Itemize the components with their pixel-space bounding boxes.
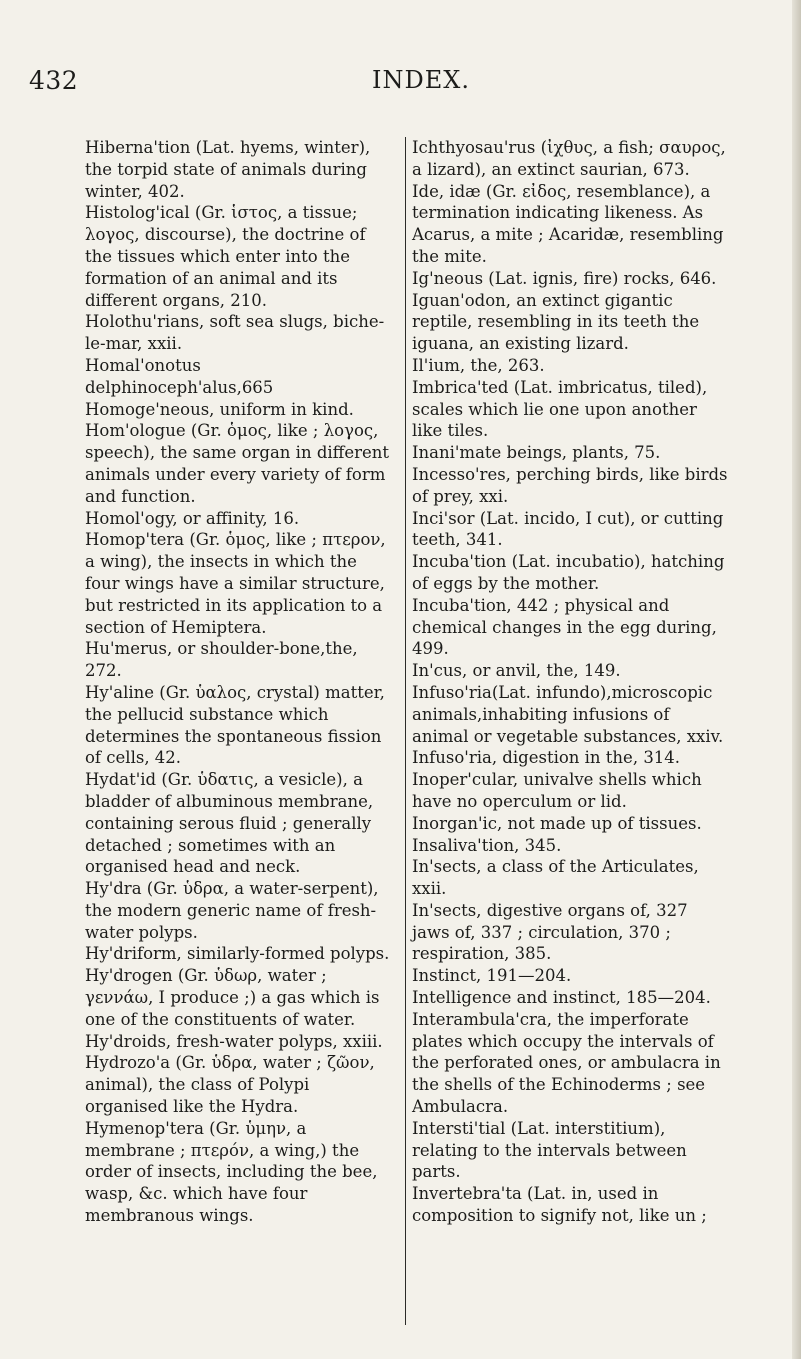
index-entry: Interambula'cra, the imperforate plates which occupy the intervals of the perforated ones, or ambulacra in the shells of the Echinoderms ; see Ambulacra.: [412, 1009, 721, 1117]
index-entry: Hy'dra (Gr. ὑδρα, a water-serpent), the modern generic name of fresh-water polyps.: [85, 879, 379, 942]
index-entry: Hymenop'tera (Gr. ὑμην, a membrane ; πτερόν, a wing,) the order of insects, including the bee, wasp, &c. which have four membranous wings.: [85, 1118, 378, 1226]
index-entry: Inci'sor (Lat. incido, I cut), or cutting teeth, 341.: [412, 508, 724, 550]
column-divider: [405, 137, 406, 1325]
index-entry: Histolog'ical (Gr. ἱστος, a tissue; λογος, discourse), the doctrine of the tissues which enter into the formation of an animal and its different organs, 210.: [85, 203, 366, 310]
index-entry: Hy'driform, similarly-formed polyps.: [85, 944, 390, 964]
index-entry: In'sects, a class of the Articulates, xxii.: [412, 857, 699, 899]
index-entry: Infuso'ria, digestion in the, 314.: [412, 748, 681, 768]
index-entry: Homol'ogy, or affinity, 16.: [85, 508, 300, 528]
index-entry: Hom'ologue (Gr. ὁμος, like ; λογος, speech), the same organ in different animals under every variety of form and function.: [85, 421, 390, 506]
index-entry: Inani'mate beings, plants, 75.: [412, 443, 661, 463]
index-entry: Intelligence and instinct, 185—204.: [412, 988, 711, 1008]
index-entry: In'cus, or anvil, the, 149.: [412, 661, 621, 681]
index-entry: Ig'neous (Lat. ignis, fire) rocks, 646.: [412, 268, 717, 288]
index-entry: Instinct, 191—204.: [412, 966, 572, 986]
index-entry: Invertebra'ta (Lat. in, used in composition to signify not, like un ;: [412, 1184, 707, 1226]
index-entry: Hydrozo'a (Gr. ὑδρα, water ; ζῶον, animal), the class of Polypi organised like the Hydra.: [85, 1053, 375, 1117]
index-entry: Hy'drogen (Gr. ὑδωρ, water ; γεννάω, I produce ;) a gas which is one of the constituents of water.: [85, 966, 380, 1029]
index-entry: In'sects, digestive organs of, 327 jaws of, 337 ; circulation, 370 ; respiration, 385.: [412, 900, 688, 964]
index-entry: Incesso'res, perching birds, like birds of prey, xxi.: [412, 464, 728, 506]
running-head: INDEX.: [372, 66, 470, 94]
index-entry: Iguan'odon, an extinct gigantic reptile, resembling in its teeth the iguana, an existing lizard.: [412, 290, 700, 354]
left-column: [85, 137, 390, 1227]
index-entry: Hy'droids, fresh-water polyps, xxiii.: [85, 1031, 383, 1051]
index-entry: Intersti'tial (Lat. interstitium), relating to the intervals between parts.: [412, 1118, 687, 1182]
index-entry: Inorgan'ic, not made up of tissues.: [412, 813, 702, 833]
index-entry: Homal'onotus delphinoceph'alus,665: [85, 355, 274, 397]
right-column: [412, 137, 730, 1227]
index-entry: Infuso'ria(Lat. infundo),microscopic animals,inhabiting infusions of animal or vegetable substances, xxiv.: [412, 682, 724, 746]
page-number: 432: [29, 66, 79, 95]
index-entry: Hiberna'tion (Lat. hyems, winter), the torpid state of animals during winter, 402.: [85, 138, 371, 201]
index-entry: Homoge'neous, uniform in kind.: [85, 399, 354, 419]
index-entry: Ichthyosau'rus (ἰχθυς, a fish; σαυρος, a lizard), an extinct saurian, 673.: [412, 138, 726, 179]
index-entry: Holothu'rians, soft sea slugs, biche-le-mar, xxii.: [85, 312, 385, 354]
index-entry: Insaliva'tion, 345.: [412, 835, 562, 855]
index-entry: Inoper'cular, univalve shells which have no operculum or lid.: [412, 770, 702, 811]
index-entry: Imbrica'ted (Lat. imbricatus, tiled), scales which lie one upon another like tiles.: [412, 377, 708, 441]
index-entry: Il'ium, the, 263.: [412, 355, 545, 375]
index-entry: Incuba'tion (Lat. incubatio), hatching of eggs by the mother.: [412, 552, 725, 593]
page-edge: [792, 0, 801, 1359]
index-entry: Hu'merus, or shoulder-bone,the, 272.: [85, 639, 358, 681]
index-entry: Incuba'tion, 442 ; physical and chemical changes in the egg during, 499.: [412, 595, 717, 659]
index-entry: Hydat'id (Gr. ὑδατις, a vesicle), a bladder of albuminous membrane, containing serous fluid ; generally detached ; sometimes with an organised head and neck.: [85, 770, 374, 877]
index-entry: Hy'aline (Gr. ὑαλος, crystal) matter, the pellucid substance which determines the spontaneous fission of cells, 42.: [85, 682, 385, 768]
index-entry: Homop'tera (Gr. ὁμος, like ; πτερον, a wing), the insects in which the four wings have a similar structure, but restricted in its application to a section of Hemiptera.: [85, 530, 386, 637]
index-entry: Ide, idæ (Gr. εἰδος, resemblance), a termination indicating likeness. As Acarus, a mite ; Acaridæ, resembling the mite.: [412, 181, 724, 266]
